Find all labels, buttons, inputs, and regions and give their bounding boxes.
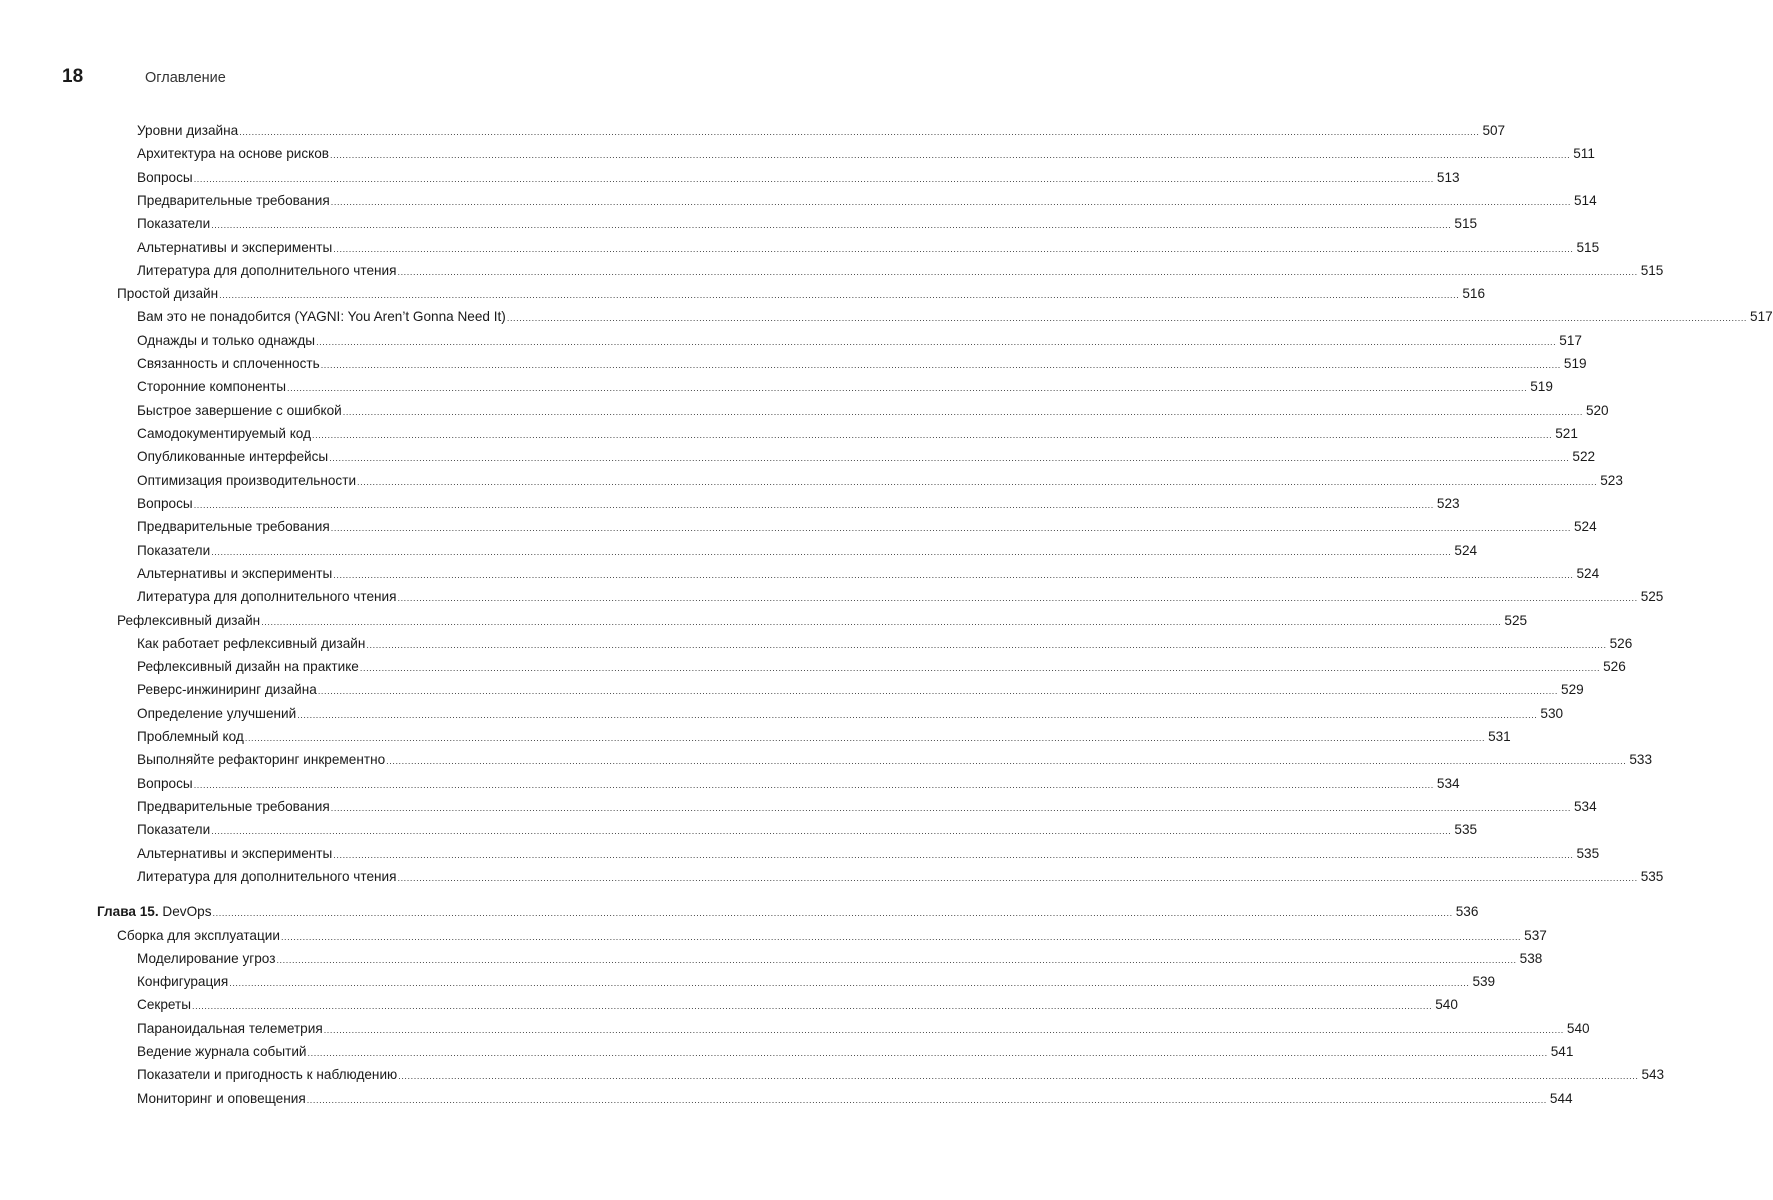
toc-entry-title xyxy=(137,656,360,678)
dot-leader: ................................................................................................................................................................................................................................................................................................................................................................................................................ xyxy=(211,220,1452,231)
dot-leader: ................................................................................................................................................................................................................................................................................................................................................................................................................ xyxy=(192,1001,1433,1012)
entry-title-text: Вопросы xyxy=(137,495,193,511)
toc-entry xyxy=(117,610,1528,632)
toc-entry xyxy=(137,330,1582,352)
dot-leader: ................................................................................................................................................................................................................................................................................................................................................................................................................ xyxy=(386,756,1627,767)
toc-entry xyxy=(137,656,1626,678)
toc-entry-title xyxy=(137,703,297,725)
toc-entry-page: 511 xyxy=(1573,146,1595,162)
toc-entry-title xyxy=(137,994,192,1016)
toc-entry-page: 539 xyxy=(1472,974,1496,990)
dot-leader: ................................................................................................................................................................................................................................................................................................................................................................................................................ xyxy=(244,733,1486,744)
toc-entry xyxy=(137,703,1564,725)
dot-leader: ................................................................................................................................................................................................................................................................................................................................................................................................................ xyxy=(193,779,1434,790)
dot-leader: ................................................................................................................................................................................................................................................................................................................................................................................................................ xyxy=(366,639,1607,650)
entry-title-text: Показатели xyxy=(137,822,211,838)
dot-leader: ................................................................................................................................................................................................................................................................................................................................................................................................................ xyxy=(330,196,1571,207)
entry-title-text: Вам это не понадобится (YAGNI: You Aren’t Gonna Need It) xyxy=(137,309,506,325)
toc-entry xyxy=(137,796,1597,818)
toc-entry-title xyxy=(137,633,366,655)
toc-entry-page: 531 xyxy=(1488,729,1511,745)
entry-title-text: Определение улучшений xyxy=(137,705,297,721)
toc-entry-page: 515 xyxy=(1576,239,1600,255)
entry-title-text: Показатели xyxy=(137,542,211,558)
toc-entry-title xyxy=(137,213,211,235)
toc-entry-page: 537 xyxy=(1524,927,1547,943)
toc-entry-page: 517 xyxy=(1750,309,1773,325)
toc-entry-title xyxy=(137,120,239,142)
dot-leader: ................................................................................................................................................................................................................................................................................................................................................................................................................ xyxy=(506,313,1748,324)
dot-leader: ................................................................................................................................................................................................................................................................................................................................................................................................................ xyxy=(329,453,1570,464)
dot-leader: ................................................................................................................................................................................................................................................................................................................................................................................................................ xyxy=(276,954,1517,965)
toc-entry-title xyxy=(137,237,333,259)
toc-entry-title xyxy=(137,376,287,398)
toc-entry-title xyxy=(137,353,321,375)
page-number: 18 xyxy=(62,66,84,87)
entry-title-text: Оптимизация производительности xyxy=(137,472,357,488)
dot-leader: ................................................................................................................................................................................................................................................................................................................................................................................................................ xyxy=(333,849,1574,860)
toc-entry xyxy=(137,470,1623,492)
dot-leader: ................................................................................................................................................................................................................................................................................................................................................................................................................ xyxy=(211,826,1452,837)
toc-entry-page: 514 xyxy=(1573,192,1597,208)
toc-entry xyxy=(137,948,1543,970)
toc-entry-page: 520 xyxy=(1585,402,1609,418)
toc-entry xyxy=(137,190,1597,212)
dot-leader: ................................................................................................................................................................................................................................................................................................................................................................................................................ xyxy=(320,360,1561,371)
toc-entry-title xyxy=(117,925,281,947)
toc-entry-page: 533 xyxy=(1629,752,1653,768)
toc-entry xyxy=(117,283,1486,305)
dot-leader: ................................................................................................................................................................................................................................................................................................................................................................................................................ xyxy=(397,593,1638,604)
entry-title-text: Связанность и сплоченность xyxy=(137,356,320,372)
entry-title-text: Выполняйте рефакторинг инкрементно xyxy=(137,752,386,768)
entry-title-text: Быстрое завершение с ошибкой xyxy=(137,402,342,418)
toc-entry-page: 519 xyxy=(1530,379,1553,395)
entry-title-text: Показатели и пригодность к наблюдению xyxy=(137,1067,398,1083)
toc-entry xyxy=(137,1018,1590,1040)
toc-entry-page: 526 xyxy=(1609,635,1633,651)
dot-leader: ................................................................................................................................................................................................................................................................................................................................................................................................................ xyxy=(342,406,1583,417)
entry-title-text: Литература для дополнительного чтения xyxy=(137,868,397,884)
toc-entry-page: 538 xyxy=(1519,950,1543,966)
toc-entry-page: 525 xyxy=(1504,612,1528,628)
entry-title-text: Рефлексивный дизайн xyxy=(117,612,261,628)
dot-leader: ................................................................................................................................................................................................................................................................................................................................................................................................................ xyxy=(316,336,1557,347)
entry-title-text: Рефлексивный дизайн на практике xyxy=(137,659,359,675)
toc-entry-page: 534 xyxy=(1573,798,1597,814)
toc-entry-title xyxy=(137,1088,307,1110)
toc-entry-page: 517 xyxy=(1559,332,1582,348)
dot-leader: ................................................................................................................................................................................................................................................................................................................................................................................................................ xyxy=(323,1024,1564,1035)
toc-entry-title xyxy=(137,866,397,888)
toc-entry-page: 516 xyxy=(1462,286,1486,302)
toc-entry-title xyxy=(137,470,357,492)
dot-leader: ................................................................................................................................................................................................................................................................................................................................................................................................................ xyxy=(359,663,1601,674)
toc-entry xyxy=(137,586,1664,608)
toc-entry xyxy=(137,1088,1573,1110)
entry-title-text: Параноидальная телеметрия xyxy=(137,1020,323,1036)
entry-title-text: Сборка для эксплуатации xyxy=(117,927,280,943)
toc-entry xyxy=(137,994,1458,1016)
entry-title-text: Простой дизайн xyxy=(117,286,219,302)
dot-leader: ................................................................................................................................................................................................................................................................................................................................................................................................................ xyxy=(280,931,1522,942)
toc-entry-title xyxy=(137,260,397,282)
toc-entry xyxy=(117,925,1547,947)
toc-entry-title xyxy=(137,819,211,841)
toc-entry-page: 521 xyxy=(1555,426,1578,442)
entry-title-text: Альтернативы и эксперименты xyxy=(137,845,333,861)
dot-leader: ................................................................................................................................................................................................................................................................................................................................................................................................................ xyxy=(357,476,1598,487)
toc-entry-title xyxy=(117,610,261,632)
dot-leader: ................................................................................................................................................................................................................................................................................................................................................................................................................ xyxy=(307,1048,1548,1059)
toc-entry-title xyxy=(137,167,194,189)
toc-entry xyxy=(137,237,1600,259)
dot-leader: ................................................................................................................................................................................................................................................................................................................................................................................................................ xyxy=(330,523,1571,534)
entry-title-text: Уровни дизайна xyxy=(137,123,239,138)
entry-title-text: Проблемный код xyxy=(137,729,244,745)
toc-entry xyxy=(137,633,1633,655)
toc-entry xyxy=(137,971,1496,993)
entry-title-text: Как работает рефлексивный дизайн xyxy=(137,635,366,651)
toc-entry-title xyxy=(137,446,329,468)
toc-entry xyxy=(137,120,1506,142)
toc-entry xyxy=(137,353,1587,375)
toc-entry-page: 530 xyxy=(1540,705,1564,721)
entry-title-text: Альтернативы и эксперименты xyxy=(137,565,333,581)
toc-entry xyxy=(137,260,1664,282)
toc-entry-title xyxy=(137,948,276,970)
toc-entry xyxy=(137,306,1773,328)
toc-entry xyxy=(137,516,1597,538)
dot-leader: ................................................................................................................................................................................................................................................................................................................................................................................................................ xyxy=(261,616,1502,627)
toc-entry-title xyxy=(137,971,229,993)
running-header xyxy=(62,66,226,90)
entry-title-text: Моделирование угроз xyxy=(137,950,276,966)
toc-entry-page: 544 xyxy=(1549,1090,1573,1106)
toc-entry xyxy=(137,446,1596,468)
entry-title-text: Ведение журнала событий xyxy=(137,1044,307,1060)
entry-title-text: Литература для дополнительного чтения xyxy=(137,262,397,278)
toc-entry-title xyxy=(137,306,507,328)
toc-entry xyxy=(137,167,1460,189)
toc-entry-title xyxy=(137,563,333,585)
entry-title-text: Секреты xyxy=(137,997,191,1013)
toc-entry-page: 543 xyxy=(1641,1067,1665,1083)
toc-entry-page: 536 xyxy=(1455,904,1479,920)
entry-title-text: Однажды и только однажды xyxy=(137,332,316,348)
dot-leader: ................................................................................................................................................................................................................................................................................................................................................................................................................ xyxy=(312,430,1553,441)
toc-entry-page: 513 xyxy=(1436,169,1460,185)
entry-title-text: Опубликованные интерфейсы xyxy=(137,449,329,465)
dot-leader: ................................................................................................................................................................................................................................................................................................................................................................................................................ xyxy=(211,546,1452,557)
toc-entry xyxy=(137,540,1478,562)
toc-entry-title xyxy=(137,1064,398,1086)
toc-entry-page: 534 xyxy=(1436,775,1460,791)
toc-entry-page: 522 xyxy=(1572,449,1596,465)
toc-entry-page: 535 xyxy=(1454,822,1478,838)
toc-chapter-entry xyxy=(97,901,1479,923)
entry-title-text: Предварительные требования xyxy=(137,519,330,535)
dot-leader: ................................................................................................................................................................................................................................................................................................................................................................................................................ xyxy=(193,173,1434,184)
toc-entry-page: 523 xyxy=(1600,472,1623,488)
dot-leader: ................................................................................................................................................................................................................................................................................................................................................................................................................ xyxy=(306,1094,1547,1105)
entry-title-text: Предварительные требования xyxy=(137,192,330,208)
toc-entry-title xyxy=(117,283,219,305)
dot-leader: ................................................................................................................................................................................................................................................................................................................................................................................................................ xyxy=(333,569,1574,580)
toc-entry-title xyxy=(137,749,386,771)
dot-leader: ................................................................................................................................................................................................................................................................................................................................................................................................................ xyxy=(287,383,1528,394)
dot-leader: ................................................................................................................................................................................................................................................................................................................................................................................................................ xyxy=(239,127,1480,137)
dot-leader: ................................................................................................................................................................................................................................................................................................................................................................................................................ xyxy=(229,978,1470,989)
entry-title-text: Вопросы xyxy=(137,775,193,791)
toc-entry-title xyxy=(137,1041,308,1063)
dot-leader: ................................................................................................................................................................................................................................................................................................................................................................................................................ xyxy=(219,290,1460,301)
toc-entry xyxy=(137,563,1600,585)
toc-entry-title xyxy=(137,726,245,748)
toc-entry xyxy=(137,376,1553,398)
toc-entry xyxy=(137,679,1584,701)
toc-entry xyxy=(137,1064,1665,1086)
dot-leader: ................................................................................................................................................................................................................................................................................................................................................................................................................ xyxy=(330,150,1571,161)
chapter-prefix: Глава 15. xyxy=(97,904,159,920)
toc-entry xyxy=(137,143,1595,165)
toc-entry-title xyxy=(97,901,213,923)
entry-title-text: DevOps xyxy=(162,904,212,920)
toc-entry-title xyxy=(137,423,312,445)
toc-entry xyxy=(137,493,1460,515)
toc-entry-page: 524 xyxy=(1573,519,1597,535)
dot-leader: ................................................................................................................................................................................................................................................................................................................................................................................................................ xyxy=(397,266,1638,277)
toc-entry-title xyxy=(137,843,333,865)
dot-leader: ................................................................................................................................................................................................................................................................................................................................................................................................................ xyxy=(398,1071,1639,1082)
toc-entry-title xyxy=(137,190,331,212)
toc-entry xyxy=(137,749,1653,771)
dot-leader: ................................................................................................................................................................................................................................................................................................................................................................................................................ xyxy=(212,908,1453,919)
toc-entry xyxy=(137,866,1664,888)
toc-entry-title xyxy=(137,679,318,701)
toc-entry xyxy=(137,213,1478,235)
toc-entry-title xyxy=(137,516,331,538)
entry-title-text: Конфигурация xyxy=(137,974,229,990)
toc-entry-page: 507 xyxy=(1482,123,1506,138)
toc-entry-title xyxy=(137,493,194,515)
dot-leader: ................................................................................................................................................................................................................................................................................................................................................................................................................ xyxy=(297,709,1538,720)
toc-entry-title xyxy=(137,540,211,562)
toc-entry-page: 519 xyxy=(1563,356,1587,372)
dot-leader: ................................................................................................................................................................................................................................................................................................................................................................................................................ xyxy=(317,686,1559,697)
toc-entry-title xyxy=(137,1018,324,1040)
toc-entry-title xyxy=(137,796,331,818)
toc-entry xyxy=(137,423,1578,445)
toc-entry xyxy=(137,400,1609,422)
toc-entry-page: 515 xyxy=(1640,262,1664,278)
entry-title-text: Сторонние компоненты xyxy=(137,379,287,395)
toc-entry-title xyxy=(137,143,330,165)
section-title: Оглавление xyxy=(145,70,226,86)
toc-entry-page: 525 xyxy=(1640,589,1664,605)
entry-title-text: Литература для дополнительного чтения xyxy=(137,589,397,605)
entry-title-text: Самодокументируемый код xyxy=(137,426,311,442)
entry-title-text: Архитектура на основе рисков xyxy=(137,146,330,162)
toc-entry-page: 535 xyxy=(1640,868,1664,884)
entry-title-text: Вопросы xyxy=(137,169,193,185)
toc-entry-page: 526 xyxy=(1603,659,1626,675)
toc-entry xyxy=(137,1041,1574,1063)
toc-entry xyxy=(137,819,1478,841)
toc-entry-page: 541 xyxy=(1550,1044,1574,1060)
toc-entry xyxy=(137,773,1460,795)
toc-entry-title xyxy=(137,773,194,795)
entry-title-text: Предварительные требования xyxy=(137,798,330,814)
dot-leader: ................................................................................................................................................................................................................................................................................................................................................................................................................ xyxy=(330,802,1571,813)
entry-title-text: Реверс-инжиниринг дизайна xyxy=(137,682,317,698)
toc-entry-page: 535 xyxy=(1576,845,1600,861)
toc-entry-title xyxy=(137,400,343,422)
toc-entry-page: 540 xyxy=(1566,1020,1590,1036)
toc-entry-page: 524 xyxy=(1454,542,1478,558)
dot-leader: ................................................................................................................................................................................................................................................................................................................................................................................................................ xyxy=(193,499,1434,510)
entry-title-text: Альтернативы и эксперименты xyxy=(137,239,333,255)
toc-entry-title xyxy=(137,330,316,352)
toc-entry-page: 515 xyxy=(1454,216,1478,232)
toc-entry-page: 529 xyxy=(1561,682,1584,698)
toc-entry xyxy=(137,843,1600,865)
toc-entry-page: 540 xyxy=(1435,997,1458,1013)
entry-title-text: Показатели xyxy=(137,216,211,232)
toc-entry-page: 523 xyxy=(1436,495,1460,511)
toc-entry-page: 524 xyxy=(1576,565,1600,581)
entry-title-text: Мониторинг и оповещения xyxy=(137,1090,306,1106)
dot-leader: ................................................................................................................................................................................................................................................................................................................................................................................................................ xyxy=(333,243,1574,254)
toc-entry xyxy=(137,726,1511,748)
toc-entry-title xyxy=(137,586,397,608)
dot-leader: ................................................................................................................................................................................................................................................................................................................................................................................................................ xyxy=(397,872,1638,883)
